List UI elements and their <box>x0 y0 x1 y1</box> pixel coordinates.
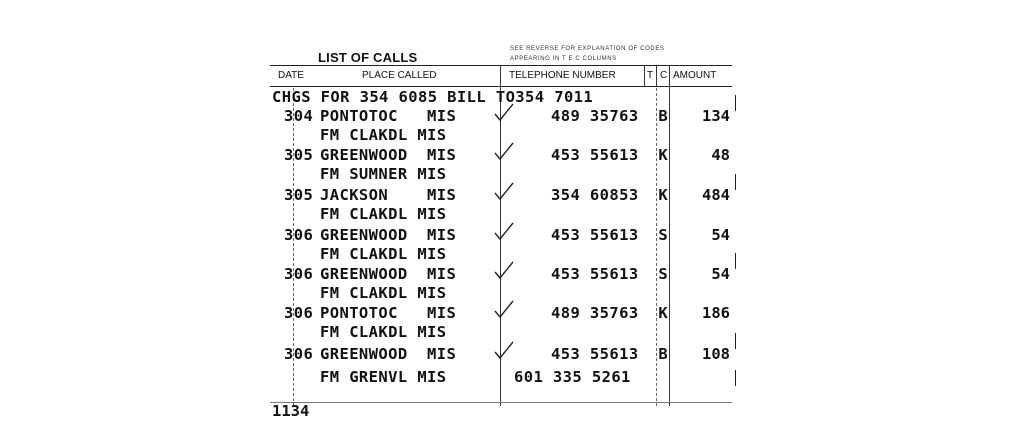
call-date: 305 <box>284 186 314 204</box>
call-place: GREENWOOD MIS <box>320 345 457 363</box>
form-title: LIST OF CALLS <box>318 50 418 65</box>
call-amount: 54 <box>711 265 730 283</box>
call-code: K <box>658 146 668 164</box>
charges-header-line: CHGS FOR 354 6085 BILL TO354 7011 <box>272 88 594 106</box>
footer-rule <box>270 402 732 403</box>
call-phone: 453 55613 <box>551 226 639 244</box>
call-phone: 453 55613 <box>551 146 639 164</box>
total-amount: 1134 <box>272 402 310 420</box>
call-phone: 489 35763 <box>551 304 639 322</box>
col-date: DATE <box>278 70 304 81</box>
check-mark-icon <box>493 298 515 320</box>
call-code: K <box>658 304 668 322</box>
call-phone: 453 55613 <box>551 345 639 363</box>
call-phone: 489 35763 <box>551 107 639 125</box>
call-place: GREENWOOD MIS <box>320 265 457 283</box>
check-mark-icon <box>493 101 515 123</box>
call-from: FM CLAKDL MIS <box>320 323 447 341</box>
last-from-line: FM GRENVL MIS <box>320 368 447 386</box>
call-amount: 134 <box>702 107 730 125</box>
call-place: GREENWOOD MIS <box>320 226 457 244</box>
call-code: B <box>658 345 668 363</box>
last-phone-number: 601 335 5261 <box>514 368 631 386</box>
call-amount: 186 <box>702 304 730 322</box>
margin-tick-mark <box>735 370 736 386</box>
call-date: 306 <box>284 226 314 244</box>
check-mark-icon <box>493 339 515 361</box>
divider-t <box>656 66 657 86</box>
call-code: S <box>658 226 668 244</box>
call-amount: 54 <box>711 226 730 244</box>
call-place: PONTOTOC MIS <box>320 107 457 125</box>
call-from: FM CLAKDL MIS <box>320 245 447 263</box>
call-date: 306 <box>284 265 314 283</box>
call-phone: 354 60853 <box>551 186 639 204</box>
margin-tick-mark <box>735 174 736 190</box>
call-from: FM SUMNER MIS <box>320 165 447 183</box>
check-mark-icon <box>493 259 515 281</box>
col-t: T <box>647 70 654 81</box>
call-amount: 484 <box>702 186 730 204</box>
codes-note-line1: SEE REVERSE FOR EXPLANATION OF CODES <box>510 46 665 52</box>
call-amount: 48 <box>711 146 730 164</box>
call-code: K <box>658 186 668 204</box>
header-top-rule <box>270 65 732 66</box>
divider-phone-t <box>644 66 645 86</box>
call-date: 305 <box>284 146 314 164</box>
call-date: 306 <box>284 345 314 363</box>
call-code: S <box>658 265 668 283</box>
call-from: FM CLAKDL MIS <box>320 205 447 223</box>
header-bottom-rule <box>270 86 732 87</box>
check-mark-icon <box>493 180 515 202</box>
margin-tick-mark <box>735 333 736 349</box>
check-mark-icon <box>493 140 515 162</box>
margin-tick-mark <box>735 253 736 269</box>
col-c: C <box>660 70 668 81</box>
call-place: PONTOTOC MIS <box>320 304 457 322</box>
col-place-called: PLACE CALLED <box>362 70 437 81</box>
col-telephone-number: TELEPHONE NUMBER <box>509 70 616 81</box>
call-date: 306 <box>284 304 314 322</box>
call-phone: 453 55613 <box>551 265 639 283</box>
call-code: B <box>658 107 668 125</box>
codes-note-line2: APPEARING IN T E C COLUMNS <box>510 56 617 62</box>
col-amount: AMOUNT <box>673 70 717 81</box>
call-from: FM CLAKDL MIS <box>320 284 447 302</box>
margin-tick-mark <box>735 95 736 111</box>
check-mark-icon <box>493 220 515 242</box>
call-place: JACKSON MIS <box>320 186 457 204</box>
call-date: 304 <box>284 107 314 125</box>
call-place: GREENWOOD MIS <box>320 146 457 164</box>
call-amount: 108 <box>702 345 730 363</box>
call-from: FM CLAKDL MIS <box>320 126 447 144</box>
